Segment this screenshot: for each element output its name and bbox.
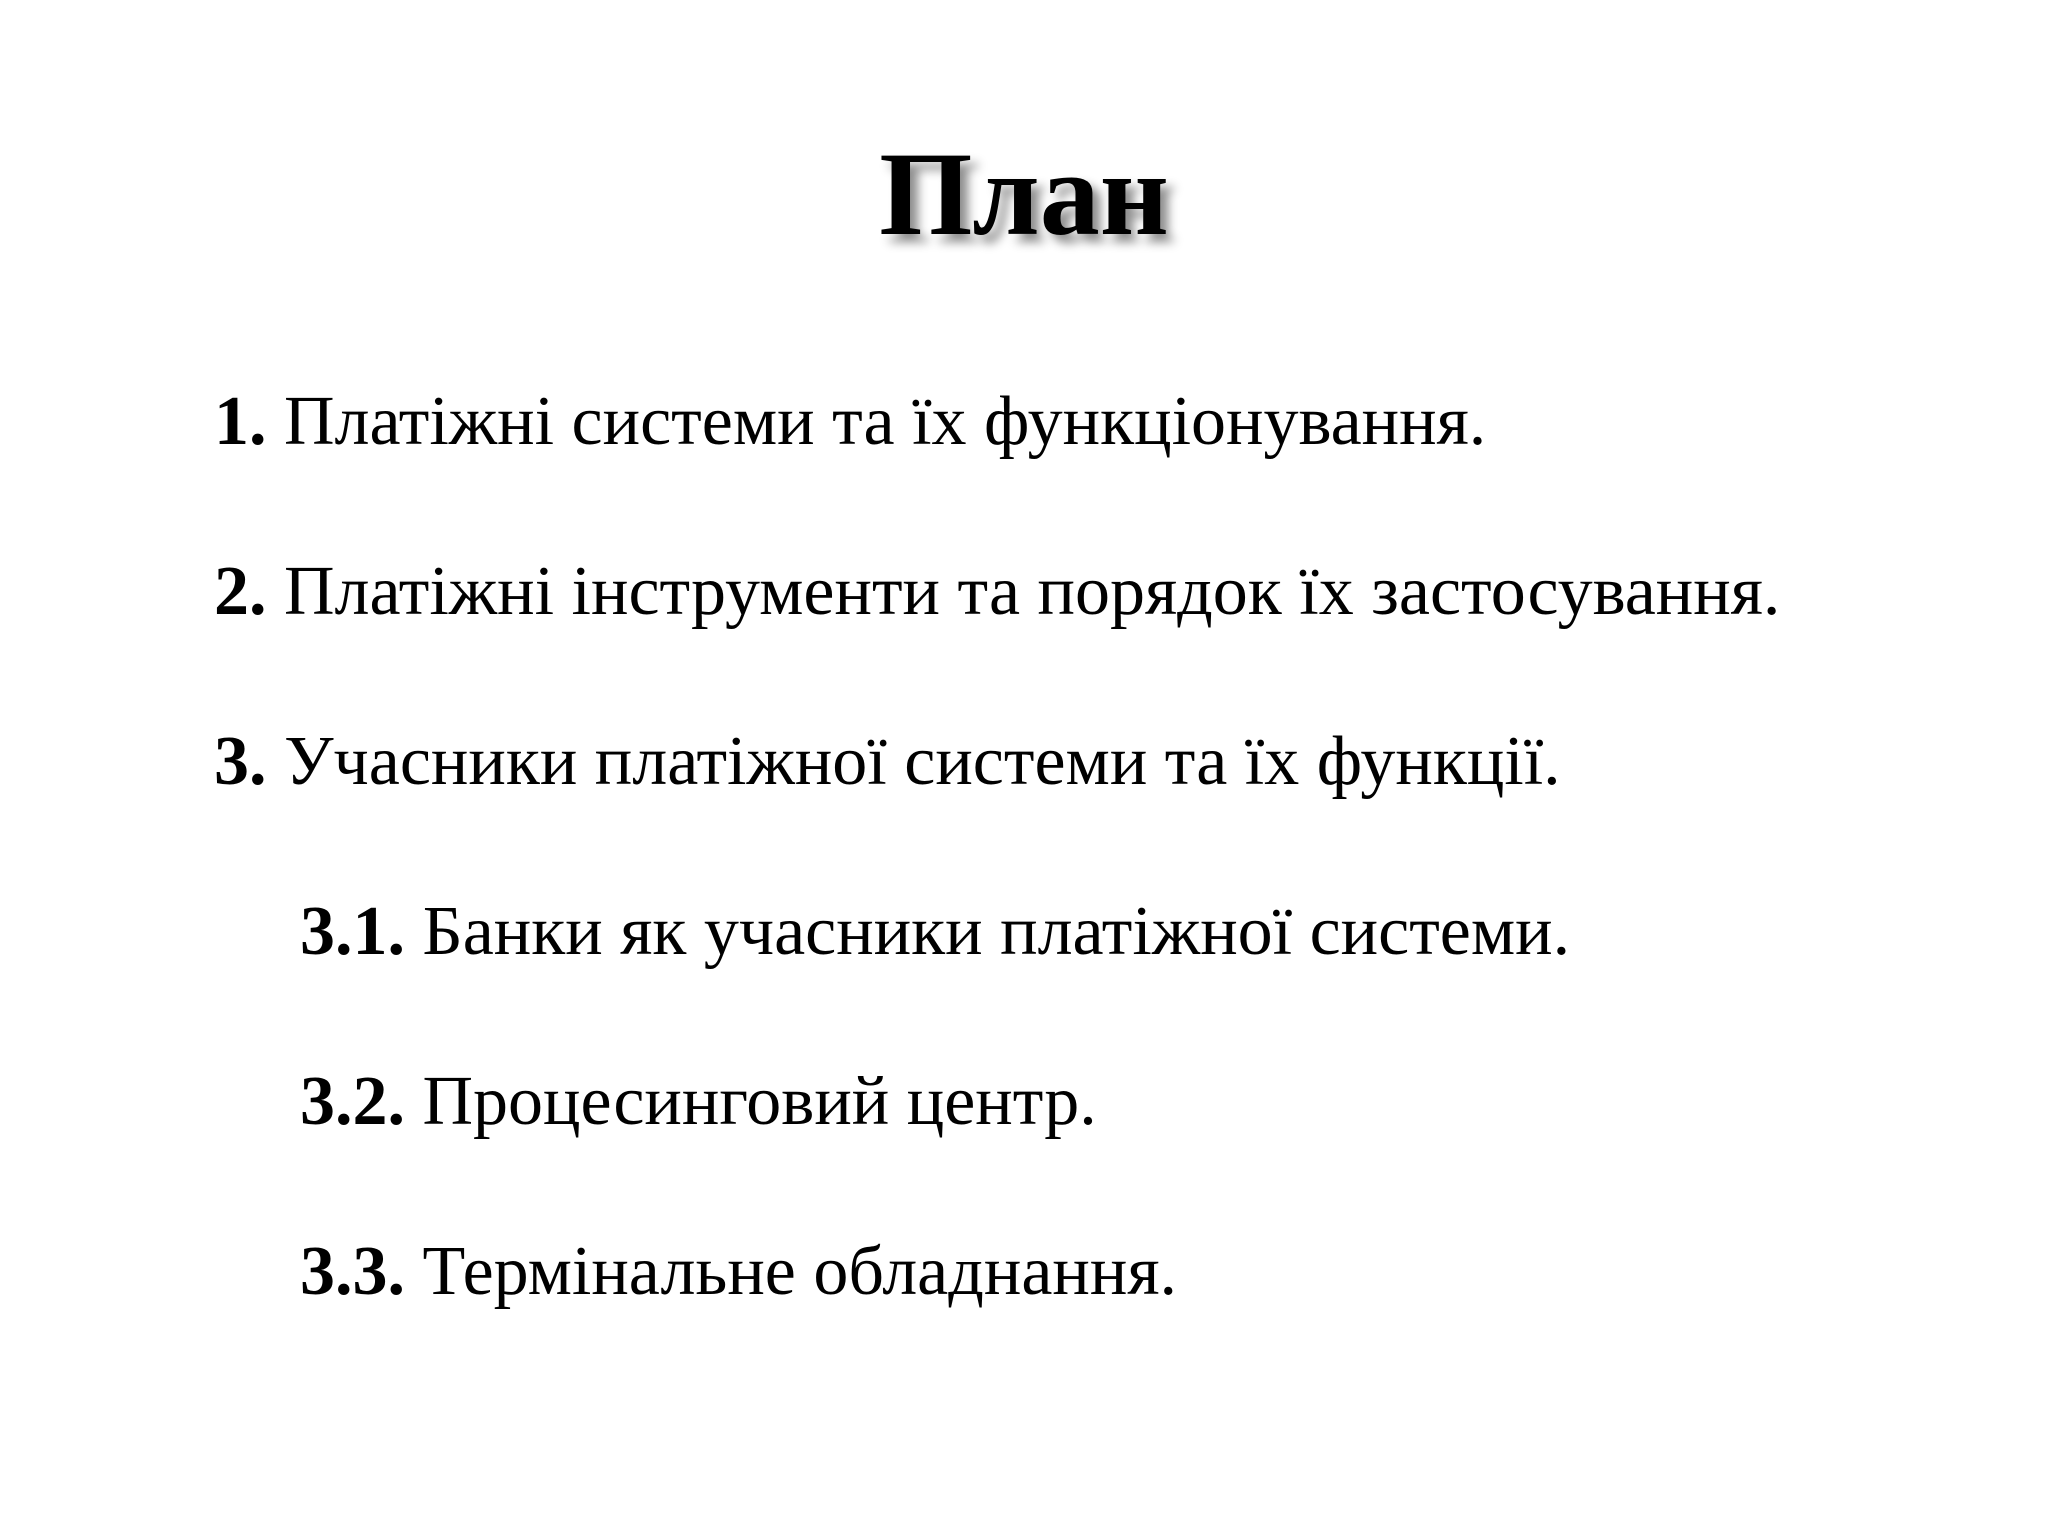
- plan-item-text: Платіжні інструменти та порядок їх застосування.: [266, 553, 1781, 630]
- plan-item-text: Процесинговий центр.: [405, 1063, 1097, 1140]
- plan-item-number: 3.2.: [300, 1063, 405, 1140]
- slide-title: План: [879, 127, 1169, 260]
- plan-item-text: Платіжні системи та їх функціонування.: [266, 383, 1487, 460]
- plan-item-text: Термінальне обладнання.: [405, 1233, 1178, 1310]
- plan-item-number: 3.1.: [300, 893, 405, 970]
- plan-item-text: Учасники платіжної системи та їх функції.: [266, 723, 1561, 800]
- plan-subitem-3-1: [300, 890, 1570, 974]
- plan-item-text: Банки як учасники платіжної системи.: [405, 893, 1571, 970]
- plan-item-1: [214, 380, 1486, 464]
- plan-item-number: 2.: [214, 553, 267, 630]
- plan-item-number: 1.: [214, 383, 267, 460]
- plan-item-3: [214, 720, 1561, 804]
- plan-item-2: [214, 550, 1780, 634]
- plan-item-number: 3.: [214, 723, 267, 800]
- plan-subitem-3-2: [300, 1060, 1097, 1144]
- plan-subitem-3-3: [300, 1230, 1177, 1314]
- plan-item-number: 3.3.: [300, 1233, 405, 1310]
